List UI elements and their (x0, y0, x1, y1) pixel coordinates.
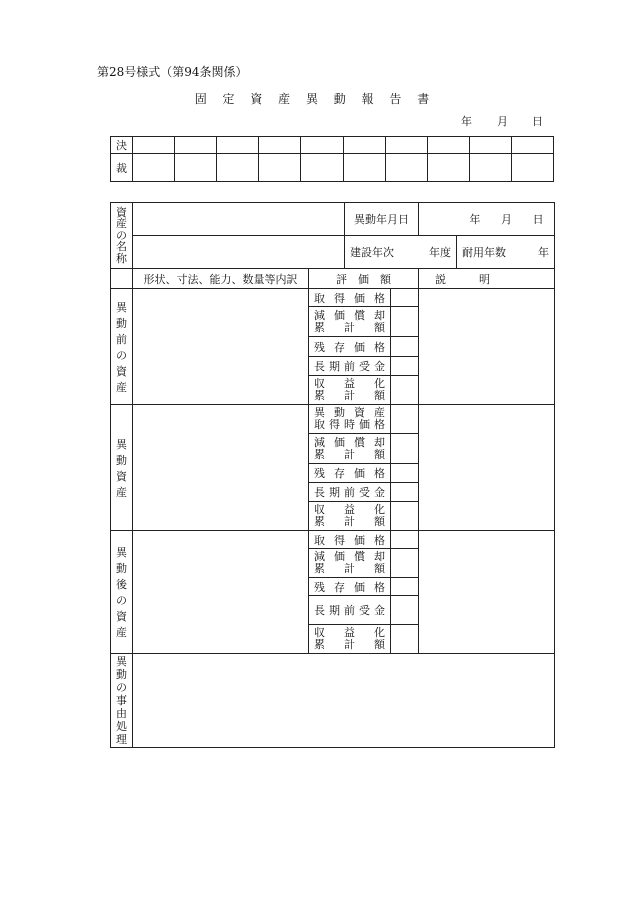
label-char: 取 (314, 533, 325, 547)
breakdown-header: 形状、寸法、能力、数量等内訳 (133, 269, 309, 289)
section-char: 資 (116, 469, 127, 483)
approval-cell[interactable] (385, 137, 427, 154)
label-char: 動 (334, 406, 345, 419)
label-char: 計 (344, 320, 355, 334)
section-before-label (111, 289, 133, 405)
label-char: 累 (314, 562, 325, 575)
changed-acquisition-label (309, 405, 391, 434)
before-acquisition-value[interactable] (391, 289, 419, 307)
label-char: 化 (374, 503, 385, 516)
label-char: 累 (314, 638, 325, 651)
label-char: 時 (344, 418, 355, 431)
label-char: 償 (354, 550, 365, 563)
label-char: 存 (334, 580, 345, 594)
section-char: 異 (116, 300, 127, 314)
section-char: の (116, 348, 127, 362)
section-char: 異 (116, 437, 127, 451)
row-label-text (309, 390, 390, 402)
after-profit-value[interactable] (391, 625, 419, 654)
label-char: 計 (344, 515, 355, 528)
section-char: 前 (116, 332, 127, 346)
approval-table (110, 136, 554, 182)
label-char: 却 (374, 308, 385, 322)
row-label-text (309, 419, 390, 431)
approval-cell[interactable] (133, 137, 175, 154)
after-acquisition-label (309, 531, 391, 549)
after-advance-value[interactable] (391, 596, 419, 625)
label-char: 期 (329, 360, 340, 373)
label-char: 期 (329, 486, 340, 499)
label-char: 益 (344, 377, 355, 390)
label-char: 額 (374, 562, 385, 575)
section-after-label (111, 531, 133, 654)
change-date-field[interactable] (419, 203, 555, 236)
approval-cell[interactable] (343, 137, 385, 154)
section-char: 異 (116, 546, 127, 559)
explanation-header: 説 明 (419, 269, 555, 289)
label-char: 価 (354, 291, 365, 305)
change-month-unit: 月 (500, 213, 512, 226)
label-char: 資 (354, 406, 365, 419)
label-char: 格 (374, 533, 385, 547)
row-label-text (309, 339, 390, 355)
label-char: 金 (374, 604, 385, 617)
form-number: 第28号様式（第94条関係） (97, 65, 248, 79)
label-char: 却 (374, 550, 385, 563)
approval-cell[interactable] (133, 154, 175, 182)
label-char: 価 (334, 550, 345, 563)
after-advance-label (309, 596, 391, 625)
date-day-label: 日 (532, 115, 543, 128)
label-char: 額 (374, 447, 385, 461)
changed-advance-label (309, 483, 391, 502)
label-char: 益 (344, 626, 355, 639)
label-char: 残 (314, 340, 325, 354)
date-month-label: 月 (497, 115, 508, 128)
label-char: 減 (314, 435, 325, 449)
before-residual-label (309, 337, 391, 357)
row-label-text (309, 484, 390, 500)
label-char: 格 (374, 340, 385, 354)
after-acquisition-value[interactable] (391, 531, 419, 549)
label-char: 価 (354, 580, 365, 594)
label-char: 収 (314, 377, 325, 390)
useful-life-unit: 年 (538, 246, 549, 259)
label-char: 価 (334, 435, 345, 449)
label-char: 期 (329, 604, 340, 617)
label-char: 残 (314, 580, 325, 594)
label-char: 前 (344, 360, 355, 373)
section-char: 産 (116, 626, 127, 639)
label-char: 存 (334, 340, 345, 354)
label-char: 却 (374, 435, 385, 449)
label-char: 計 (344, 562, 355, 575)
after-breakdown-field[interactable] (133, 531, 309, 654)
useful-life-label: 耐用年数 (462, 246, 506, 259)
approval-cell[interactable] (259, 137, 301, 154)
label-char: 長 (314, 360, 325, 373)
row-label-text (309, 310, 390, 322)
construction-year-label: 建設年次 (350, 246, 394, 259)
approval-cell[interactable] (427, 154, 469, 182)
after-depreciation-value[interactable] (391, 549, 419, 578)
label-char: 金 (374, 486, 385, 499)
label-char: 取 (314, 291, 325, 305)
before-advance-label (309, 357, 391, 376)
label-char: 収 (314, 626, 325, 639)
before-acquisition-label (309, 289, 391, 307)
change-year-unit: 年 (469, 213, 481, 226)
changed-explanation-field[interactable] (419, 405, 555, 531)
label-char: 存 (334, 467, 345, 480)
approval-label-bottom: 裁 (111, 154, 133, 182)
changed-residual-value[interactable] (391, 464, 419, 483)
approval-cell[interactable] (301, 154, 343, 182)
label-char: 計 (344, 389, 355, 402)
row-label-text (309, 449, 390, 461)
section-char: 資 (116, 610, 127, 623)
changed-residual-label (309, 464, 391, 483)
fiscal-year-unit: 年度 (429, 246, 451, 259)
valuation-header: 評 価 額 (309, 269, 419, 289)
label-char: 収 (314, 503, 325, 516)
row-label-text (309, 322, 390, 334)
before-profit-label (309, 376, 391, 405)
section-after-text (111, 544, 132, 640)
label-char: 化 (374, 377, 385, 390)
label-char: 計 (344, 447, 355, 461)
section-char: 資 (116, 364, 127, 378)
asset-name-field-2[interactable] (133, 236, 345, 269)
before-depreciation-value[interactable] (391, 307, 419, 337)
approval-cell[interactable] (511, 137, 553, 154)
label-char: 得 (329, 418, 340, 431)
approval-cell[interactable] (469, 137, 511, 154)
section-reason-label: 異動の事由処理 (111, 654, 133, 748)
before-residual-value[interactable] (391, 337, 419, 357)
label-char: 累 (314, 447, 325, 461)
label-char: 価 (359, 418, 370, 431)
label-char: 累 (314, 320, 325, 334)
reason-field[interactable] (133, 654, 555, 748)
change-date-label: 異動年月日 (345, 203, 419, 236)
approval-cell[interactable] (217, 137, 259, 154)
header-blank (111, 269, 133, 289)
section-char: 動 (116, 316, 127, 330)
label-char: 格 (374, 418, 385, 431)
row-label-text (309, 358, 390, 374)
label-char: 受 (359, 360, 370, 373)
row-label-text (309, 516, 390, 528)
approval-cell[interactable] (175, 154, 217, 182)
approval-cell[interactable] (385, 154, 427, 182)
before-explanation-field[interactable] (419, 289, 555, 405)
approval-cell[interactable] (175, 137, 217, 154)
section-char: の (116, 594, 127, 607)
changed-profit-value[interactable] (391, 502, 419, 531)
label-char: 累 (314, 515, 325, 528)
changed-depreciation-label (309, 434, 391, 464)
label-char: 格 (374, 467, 385, 480)
section-changed-text (111, 436, 132, 500)
section-char: 後 (116, 578, 127, 591)
label-char: 額 (374, 389, 385, 402)
label-char: 異 (314, 406, 325, 419)
label-char: 価 (354, 533, 365, 547)
label-char: 額 (374, 638, 385, 651)
row-label-text (309, 290, 390, 306)
approval-cell[interactable] (259, 154, 301, 182)
approval-label-top: 決 (111, 137, 133, 154)
label-char: 減 (314, 308, 325, 322)
before-advance-value[interactable] (391, 357, 419, 376)
approval-cell[interactable] (343, 154, 385, 182)
section-char: 産 (116, 485, 127, 499)
label-char: 額 (374, 320, 385, 334)
section-char: 動 (116, 453, 127, 467)
label-char: 累 (314, 389, 325, 402)
row-label-text (309, 437, 390, 449)
section-before-text (111, 299, 132, 395)
label-char: 価 (334, 308, 345, 322)
label-char: 益 (344, 503, 355, 516)
row-label-text (309, 602, 390, 618)
before-breakdown-field[interactable] (133, 289, 309, 405)
row-label-text (309, 639, 390, 651)
approval-cell[interactable] (469, 154, 511, 182)
changed-depreciation-value[interactable] (391, 434, 419, 464)
row-label-text (309, 532, 390, 548)
row-label-text (309, 579, 390, 595)
construction-year-field[interactable] (345, 236, 457, 269)
before-depreciation-label (309, 307, 391, 337)
section-char: 動 (116, 562, 127, 575)
approval-cell[interactable] (427, 137, 469, 154)
label-char: 償 (354, 308, 365, 322)
label-char: 格 (374, 580, 385, 594)
label-char: 価 (354, 467, 365, 480)
label-char: 化 (374, 626, 385, 639)
changed-acquisition-value[interactable] (391, 405, 419, 434)
label-char: 受 (359, 604, 370, 617)
label-char: 格 (374, 291, 385, 305)
row-label-text (309, 563, 390, 575)
label-char: 産 (374, 406, 385, 419)
after-depreciation-label (309, 549, 391, 578)
label-char: 償 (354, 435, 365, 449)
date-year-label: 年 (461, 115, 472, 128)
after-profit-label (309, 625, 391, 654)
approval-cell[interactable] (301, 137, 343, 154)
after-residual-value[interactable] (391, 578, 419, 596)
changed-breakdown-field[interactable] (133, 405, 309, 531)
label-char: 得 (334, 533, 345, 547)
approval-cell[interactable] (217, 154, 259, 182)
label-char: 残 (314, 467, 325, 480)
label-char: 得 (334, 291, 345, 305)
change-day-unit: 日 (532, 213, 544, 226)
label-char: 長 (314, 486, 325, 499)
label-char: 計 (344, 638, 355, 651)
document-title: 固 定 資 産 異 動 報 告 書 (194, 92, 436, 106)
label-char: 取 (314, 418, 325, 431)
label-char: 額 (374, 515, 385, 528)
changed-profit-label (309, 502, 391, 531)
label-char: 価 (354, 340, 365, 354)
label-char: 前 (344, 486, 355, 499)
row-label-text (309, 465, 390, 481)
useful-life-field[interactable] (457, 236, 555, 269)
label-char: 長 (314, 604, 325, 617)
asset-change-table (110, 202, 555, 748)
label-char: 金 (374, 360, 385, 373)
asset-name-label: 資産の名称 (111, 203, 133, 269)
label-char: 受 (359, 486, 370, 499)
section-changed-label (111, 405, 133, 531)
section-char: 産 (116, 380, 127, 394)
approval-cell[interactable] (511, 154, 553, 182)
after-residual-label (309, 578, 391, 596)
after-explanation-field[interactable] (419, 531, 555, 654)
changed-advance-value[interactable] (391, 483, 419, 502)
before-profit-value[interactable] (391, 376, 419, 405)
label-char: 前 (344, 604, 355, 617)
asset-name-field[interactable] (133, 203, 345, 236)
label-char: 減 (314, 550, 325, 563)
